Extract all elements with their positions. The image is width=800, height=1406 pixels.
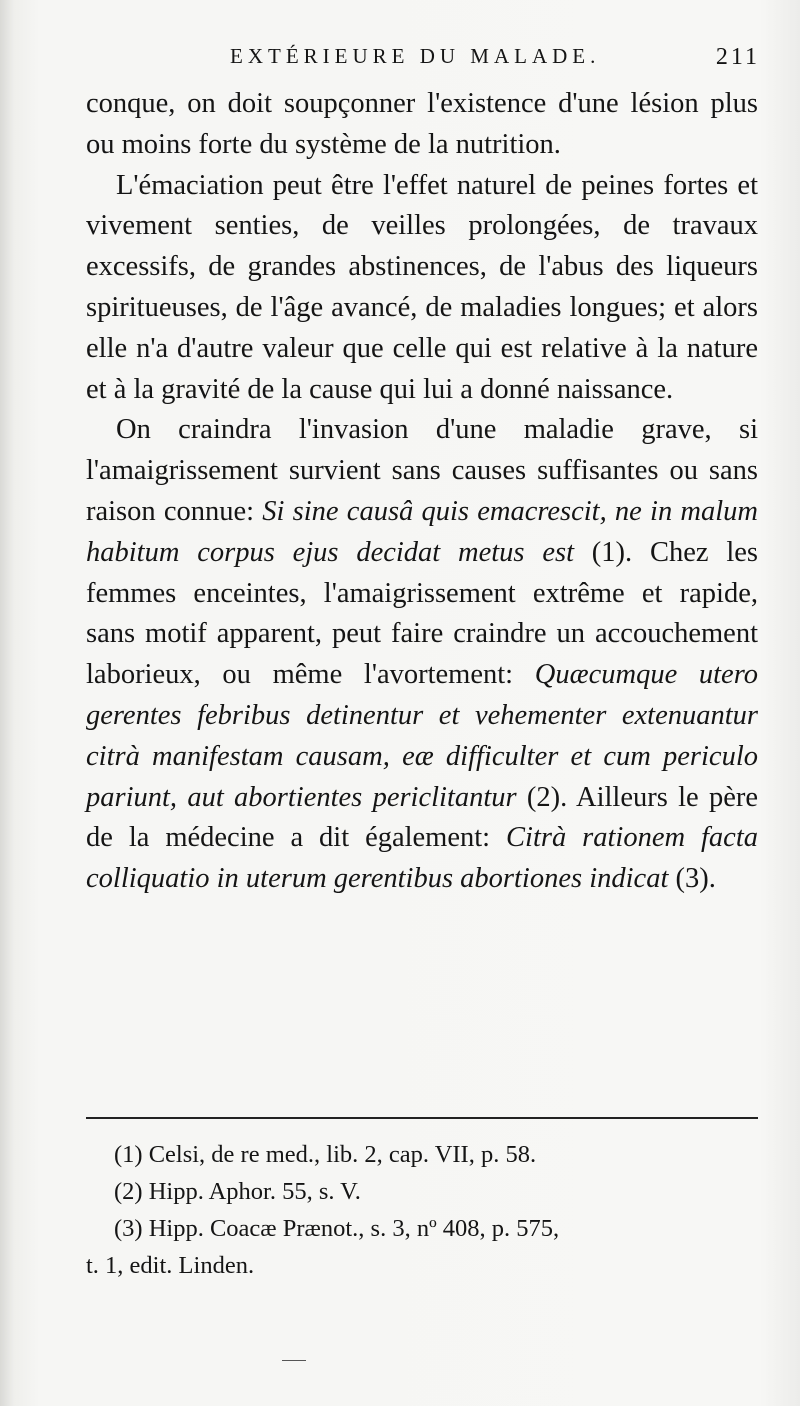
paragraph-text: (3). xyxy=(668,863,716,895)
footnote-3: (3) Hipp. Coacæ Prænot., s. 3, nº 408, p. 575, xyxy=(114,1215,560,1242)
page-header xyxy=(90,44,760,78)
body-text xyxy=(86,84,758,900)
latin-quote-hippocrates-aphorism: Quæcumque utero gerentes febribus detinentur et vehementer extenuantur citrà manifestam causam, eæ difficulter et cum periculo pariunt, aut abortientes periclitantur xyxy=(86,659,758,813)
paragraph-text: L'émaciation peut être l'effet naturel de peines fortes et vivement senties, de veilles prolongées, de travaux excessifs, de grandes abstinences, de l'abus des liqueurs spiritueuses, de l'âge avancé, de maladies longues; et alors elle n'a d'autre valeur que celle qui est relative à la nature et à la gravité de la cause qui lui a donné naissance. xyxy=(86,169,758,405)
printer-mark xyxy=(282,1360,306,1361)
latin-quote-celsus: Si sine causâ quis emacrescit, ne in malum habitum corpus ejus decidat metus est xyxy=(86,495,758,568)
footnote-divider xyxy=(86,1117,758,1119)
paragraph-text: (2). Ailleurs le père de la médecine a dit également: xyxy=(86,781,758,854)
running-title: EXTÉRIEURE DU MALADE. xyxy=(230,44,601,68)
latin-quote-hippocrates-coacae: Citrà rationem facta colliquatio in uterum gerentibus abortiones indicat xyxy=(86,822,758,895)
paragraph-3 xyxy=(86,410,758,900)
page-number: 211 xyxy=(715,44,760,70)
footnote-2: (2) Hipp. Aphor. 55, s. V. xyxy=(114,1178,361,1205)
paragraph-2 xyxy=(86,166,758,411)
footnote-1: (1) Celsi, de re med., lib. 2, cap. VII, p. 58. xyxy=(114,1141,537,1168)
paragraph-text: conque, on doit soupçonner l'existence d'une lésion plus ou moins forte du système de la nutrition. xyxy=(86,88,758,160)
footnote-3-continuation: t. 1, edit. Linden. xyxy=(86,1252,255,1279)
paragraph-1 xyxy=(86,84,758,166)
footnotes xyxy=(86,1136,758,1284)
paragraph-text: On craindra l'invasion d'une maladie grave, si l'amaigrissement survient sans causes suffisantes ou sans raison connue: xyxy=(86,414,758,527)
paragraph-text: (1). Chez les femmes enceintes, l'amaigrissement extrême et rapide, sans motif apparent, peut faire craindre un accouchement laborieux, ou même l'avortement: xyxy=(86,536,758,691)
